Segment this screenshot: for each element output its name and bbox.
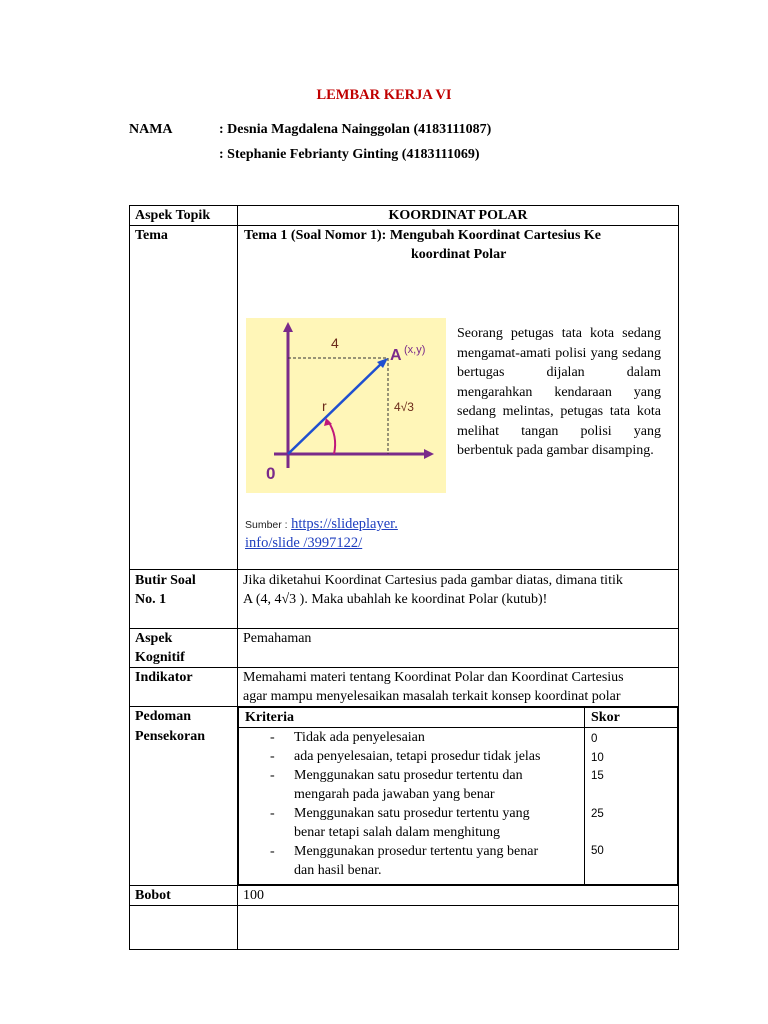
kriteria-item: - Menggunakan prosedur tertentu yang benar dan hasil benar. (270, 844, 539, 878)
kognitif-label-line1: Aspek (135, 631, 173, 646)
name-1: : Desnia Magdalena Nainggolan (4183111087) (219, 122, 492, 137)
aspek-topik-label: Aspek Topik (130, 206, 238, 226)
row-bobot (130, 886, 679, 906)
skor-value: 50 (591, 845, 604, 857)
aspek-topik-value: KOORDINAT POLAR (238, 206, 679, 226)
tema-title-line2: koordinat Polar (411, 247, 507, 262)
name-2: : Stephanie Febrianty Ginting (4183111069) (219, 147, 480, 162)
skor-value: 0 (591, 733, 598, 745)
row-pedoman (130, 707, 679, 886)
label-side: 4√3 (394, 400, 414, 414)
kriteria-table (238, 707, 678, 885)
butir-text-line1: Jika diketahui Koordinat Cartesius pada gambar diatas, dimana titik (243, 573, 623, 588)
document-title: LEMBAR KERJA VI (316, 87, 452, 103)
label-xy: (x,y) (404, 344, 426, 356)
butir-label-line1: Butir Soal (135, 573, 196, 588)
skor-value: 15 (591, 770, 604, 782)
row-butir-soal (130, 570, 679, 629)
tema-description: Seorang petugas tata kota sedang mengamat-amati polisi yang sedang bertugas dijalan dalam mengarahkan kendaraan yang sedang melintas, petugas tata kota melihat tangan polisi yang berbentuk pada gambar disamping. (457, 326, 661, 458)
kriteria-item: - Tidak ada penyelesaian (270, 730, 425, 745)
butir-label (130, 570, 238, 629)
skor-value: 25 (591, 808, 604, 820)
pedoman-cell (238, 707, 679, 886)
kriteria-list (239, 728, 585, 885)
empty-cell-left (130, 906, 238, 950)
pedoman-label (130, 707, 238, 886)
bobot-value: 100 (238, 886, 679, 906)
source-link-line2[interactable]: info/slide /3997122/ (245, 535, 363, 551)
tema-cell (238, 226, 679, 570)
label-point: A (390, 347, 402, 364)
bobot-label: Bobot (130, 886, 238, 906)
row-indikator (130, 668, 679, 707)
polar-figure-svg (246, 318, 446, 493)
indikator-line2: agar mampu menyelesaikan masalah terkait konsep koordinat polar (243, 689, 621, 704)
nama-label: NAMA (129, 122, 173, 137)
row-aspek-kognitif (130, 629, 679, 668)
pedoman-label-line2: Pensekoran (135, 729, 205, 744)
polar-figure (246, 318, 446, 493)
pedoman-label-line1: Pedoman (135, 709, 191, 724)
skor-header: Skor (585, 708, 678, 728)
kriteria-item: - Menggunakan satu prosedur tertentu yang benar tetapi salah dalam menghitung (270, 806, 530, 840)
kriteria-item: - Menggunakan satu prosedur tertentu dan mengarah pada jawaban yang benar (270, 768, 523, 802)
indikator-label: Indikator (130, 668, 238, 707)
kriteria-item: - ada penyelesaian, tetapi prosedur tidak jelas (270, 749, 541, 764)
row-aspek-topik (130, 206, 679, 226)
row-tema (130, 226, 679, 570)
kognitif-label-line2: Kognitif (135, 650, 185, 665)
worksheet-table (129, 205, 679, 950)
kriteria-header: Kriteria (239, 708, 585, 728)
kognitif-label (130, 629, 238, 668)
butir-text-line2: A (4, 4√3 ). Maka ubahlah ke koordinat Polar (kutub)! (243, 592, 548, 607)
indikator-text (238, 668, 679, 707)
skor-list (585, 728, 678, 885)
indikator-line1: Memahami materi tentang Koordinat Polar dan Koordinat Cartesius (243, 670, 624, 685)
tema-label: Tema (130, 226, 238, 570)
tema-title-line1: Tema 1 (Soal Nomor 1): Mengubah Koordinat Cartesius Ke (244, 228, 601, 243)
label-origin: 0 (266, 464, 276, 483)
butir-label-line2: No. 1 (135, 592, 167, 607)
source-link[interactable]: https://slideplayer. (291, 516, 398, 532)
source-label: Sumber : (245, 519, 288, 531)
kognitif-value: Pemahaman (238, 629, 679, 668)
label-top: 4 (331, 335, 339, 351)
empty-cell-right (238, 906, 679, 950)
label-r: r (322, 398, 327, 414)
row-empty (130, 906, 679, 950)
source-line1 (245, 515, 398, 535)
skor-value: 10 (591, 752, 604, 764)
butir-text (238, 570, 679, 629)
